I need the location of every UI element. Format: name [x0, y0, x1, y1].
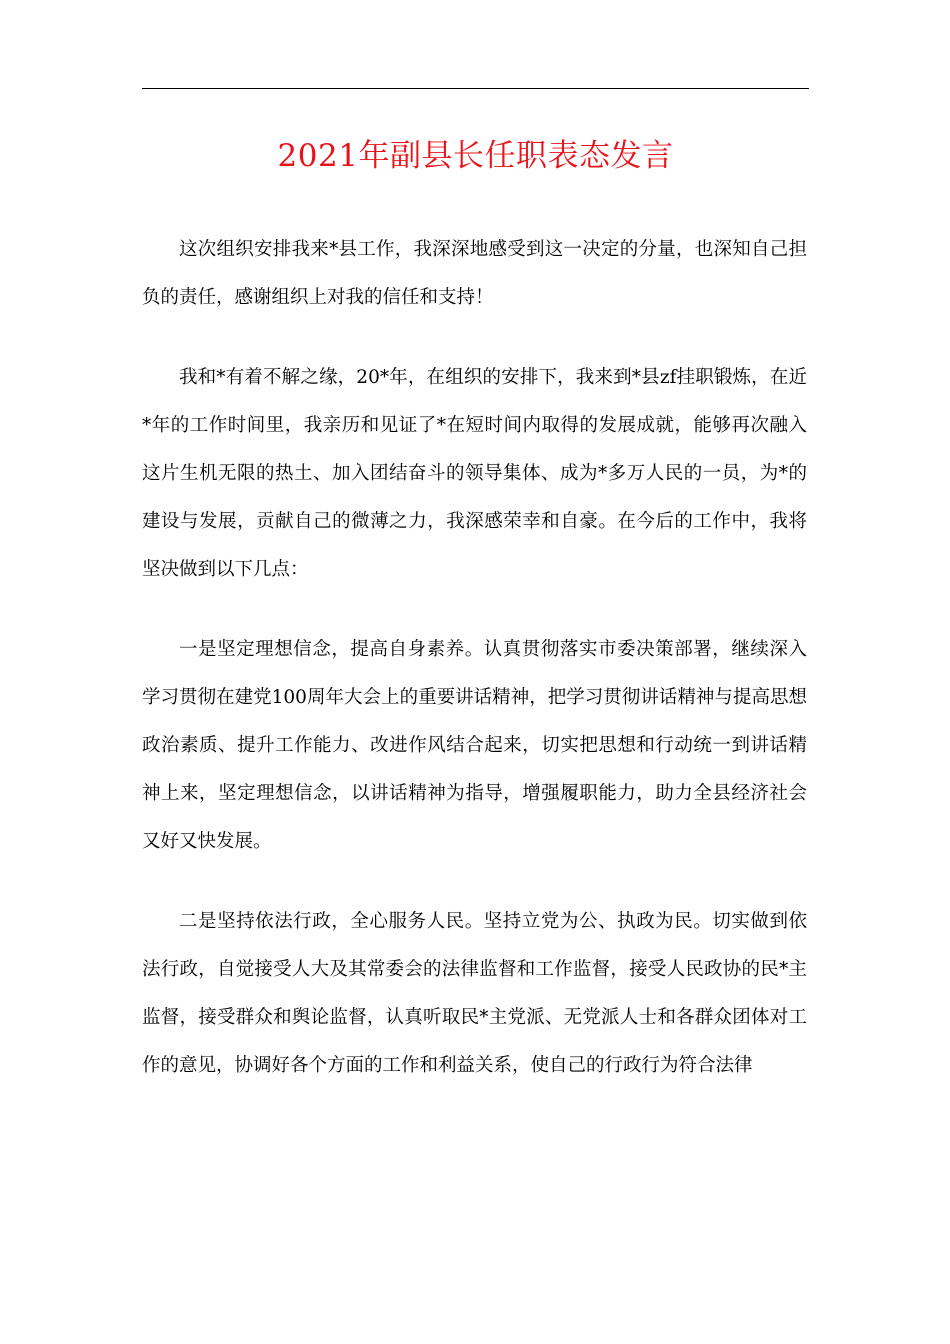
paragraph-2: 我和*有着不解之缘，20*年，在组织的安排下，我来到*县zf挂职锻炼，在近*年的工作时间里，我亲历和见证了*在短时间内取得的发展成就，能够再次融入这片生机无限的热土、加入团结奋斗的领导集体、成为*多万人民的一员，为*的建设与发展，贡献自己的微薄之力，我深感荣幸和自豪。在今后的工作中，我将坚决做到以下几点：: [142, 367, 807, 580]
header-rule: [142, 88, 809, 89]
paragraph-1: 这次组织安排我来*县工作，我深深地感受到这一决定的分量，也深知自己担负的责任，感谢组织上对我的信任和支持！: [142, 239, 807, 308]
paragraph-3: 一是坚定理想信念，提高自身素养。认真贯彻落实市委决策部署，继续深入学习贯彻在建党100周年大会上的重要讲话精神，把学习贯彻讲话精神与提高思想政治素质、提升工作能力、改进作风结合起来，切实把思想和行动统一到讲话精神上来，坚定理想信念，以讲话精神为指导，增强履职能力，助力全县经济社会又好又快发展。: [142, 639, 807, 852]
document-title: 2021年副县长任职表态发言: [277, 138, 674, 174]
document-body: [142, 226, 807, 1122]
paragraph-4: 二是坚持依法行政，全心服务人民。坚持立党为公、执政为民。切实做到依法行政，自觉接受人大及其常委会的法律监督和工作监督，接受人民政协的民*主监督，接受群众和舆论监督，认真听取民*主党派、无党派人士和各群众团体对工作的意见，协调好各个方面的工作和利益关系，使自己的行政行为符合法律: [142, 911, 807, 1076]
